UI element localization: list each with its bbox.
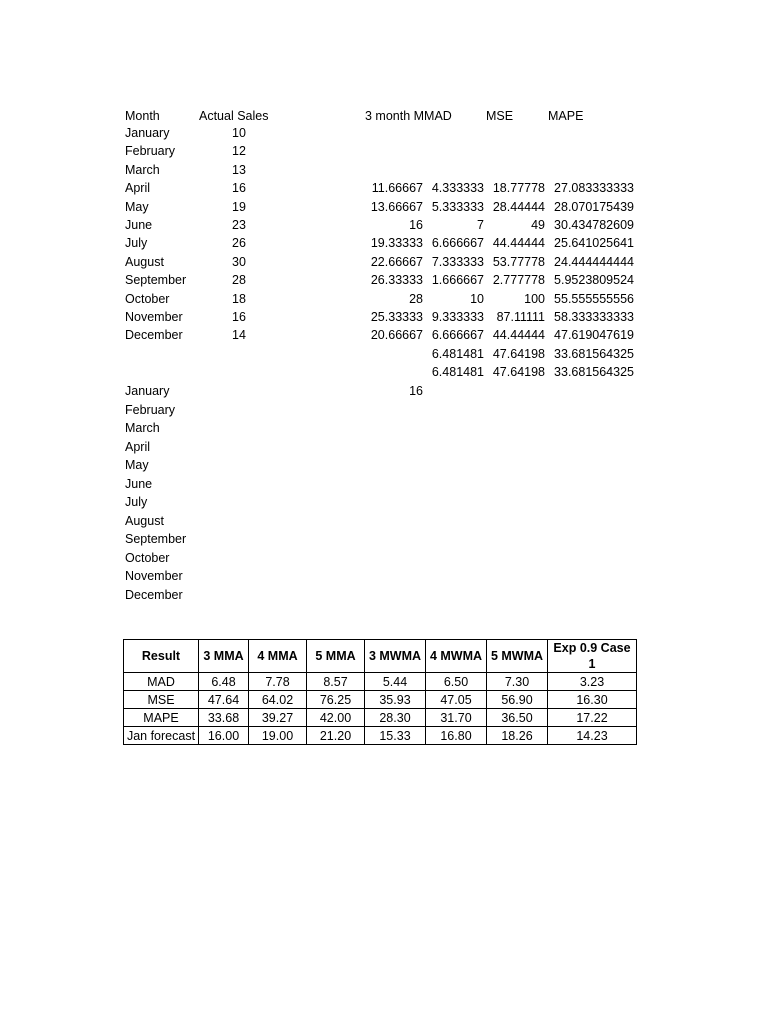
- month-label: February: [125, 144, 176, 159]
- month-label: November: [125, 310, 183, 324]
- mape-value: 25.641025641: [554, 236, 634, 251]
- month-label-2: August: [125, 513, 164, 528]
- mape-value: 30.434782609: [554, 218, 634, 232]
- month-header: Month: [125, 109, 160, 123]
- month-label-2: September: [125, 532, 187, 546]
- sales-value: 23: [232, 218, 246, 232]
- avg-mad-value: 6.481481: [431, 365, 484, 380]
- summary-row-mad: [124, 673, 637, 691]
- avg-mape-value: 33.681564325: [554, 346, 634, 361]
- ma3-value: 22.66667: [370, 254, 423, 269]
- summary-cell: Jan forecast: [124, 727, 199, 745]
- summary-row-mape: [124, 709, 637, 727]
- summary-header-cell: 4 MMA: [249, 640, 307, 673]
- sales-value: 26: [232, 236, 246, 251]
- month-label: May: [125, 199, 149, 214]
- month-label-2: January: [125, 384, 170, 398]
- summary-cell: MAPE: [124, 709, 199, 727]
- summary-cell: 17.22: [548, 709, 637, 727]
- ma3-value: 11.66667: [371, 181, 423, 196]
- ma3-value: 16: [409, 218, 423, 232]
- mad-value: 6.666667: [431, 328, 484, 343]
- month-label: March: [125, 162, 160, 177]
- sales-value: 18: [232, 291, 246, 306]
- summary-cell: 16.00: [199, 727, 249, 745]
- next-forecast-value: 16: [409, 384, 423, 398]
- sales-value: 30: [232, 254, 246, 269]
- summary-cell: 5.44: [365, 673, 426, 691]
- mse-value: 28.44444: [492, 199, 545, 214]
- summary-cell: 16.80: [426, 727, 487, 745]
- sales-value: 14: [232, 328, 246, 343]
- month-label: July: [125, 236, 148, 251]
- mad-value: 7.333333: [431, 254, 484, 269]
- summary-header-cell: 3 MWMA: [365, 640, 426, 673]
- sales-value: 13: [232, 162, 246, 177]
- month-label-2: November: [125, 569, 183, 583]
- sales-value: 12: [232, 144, 246, 159]
- ma3-value: 28: [409, 291, 423, 306]
- summary-header-cell: 3 MMA: [199, 640, 249, 673]
- mad-value: 4.333333: [431, 181, 484, 196]
- month-label: April: [125, 181, 151, 196]
- summary-cell: 8.57: [307, 673, 365, 691]
- ma3-value: 26.33333: [370, 273, 423, 288]
- month-label-2: March: [125, 421, 160, 435]
- summary-cell: 3.23: [548, 673, 637, 691]
- summary-cell: 35.93: [365, 691, 426, 709]
- summary-row-jan-forecast: [124, 727, 637, 745]
- summary-cell: 7.78: [249, 673, 307, 691]
- summary-cell: 56.90: [487, 691, 548, 709]
- month-label: September: [125, 273, 187, 288]
- mape-header: MAPE: [548, 109, 584, 123]
- summary-header-row: [124, 640, 637, 673]
- mse-value: 44.44444: [492, 236, 545, 251]
- mse-value: 53.77778: [492, 254, 545, 269]
- ma3-value: 20.66667: [370, 328, 423, 343]
- month-label-2: July: [125, 495, 148, 509]
- summary-cell: 16.30: [548, 691, 637, 709]
- mad-value: 7: [477, 218, 484, 232]
- mse-value: 18.77778: [492, 181, 545, 196]
- ma3-value: 25.33333: [370, 310, 423, 324]
- summary-cell: 47.05: [426, 691, 487, 709]
- mape-value: 24.444444444: [554, 254, 634, 269]
- summary-cell: 39.27: [249, 709, 307, 727]
- summary-cell: 6.50: [426, 673, 487, 691]
- avg-mad-value: 6.481481: [431, 346, 484, 361]
- avg-mse-value: 47.64198: [492, 346, 545, 361]
- ma3-value: 13.66667: [370, 199, 423, 214]
- month-label-2: October: [125, 550, 170, 565]
- month-label-2: February: [125, 402, 176, 417]
- mse-value: 49: [531, 218, 545, 232]
- summary-cell: 36.50: [487, 709, 548, 727]
- summary-cell: 21.20: [307, 727, 365, 745]
- mape-value: 47.619047619: [554, 328, 634, 343]
- mape-value: 27.083333333: [554, 181, 634, 196]
- month-label-2: April: [125, 439, 151, 454]
- summary-header-cell: Exp 0.9 Case 1: [548, 640, 637, 673]
- sales-value: 10: [232, 126, 246, 140]
- avg-mse-value: 47.64198: [492, 365, 545, 380]
- mse-value: 100: [524, 291, 545, 306]
- summary-cell: 14.23: [548, 727, 637, 745]
- ma3-header: 3 month MMAD: [365, 109, 452, 123]
- ma3-value: 19.33333: [370, 236, 423, 251]
- mad-value: 9.333333: [431, 310, 484, 324]
- month-label: January: [125, 126, 170, 140]
- month-label: August: [125, 254, 164, 269]
- summary-header-cell: 5 MWMA: [487, 640, 548, 673]
- summary-cell: 76.25: [307, 691, 365, 709]
- summary-cell: 42.00: [307, 709, 365, 727]
- summary-table: [123, 639, 637, 745]
- avg-mape-value: 33.681564325: [554, 365, 634, 380]
- summary-cell: MAD: [124, 673, 199, 691]
- mad-value: 6.666667: [431, 236, 484, 251]
- mape-value: 58.333333333: [554, 310, 634, 324]
- summary-row-mse: [124, 691, 637, 709]
- mape-value: 5.9523809524: [554, 273, 634, 288]
- mape-value: 55.555555556: [554, 291, 634, 306]
- summary-header-cell: Result: [124, 640, 199, 673]
- summary-cell: 7.30: [487, 673, 548, 691]
- sales-value: 28: [232, 273, 246, 288]
- sales-value: 16: [232, 310, 246, 324]
- sales-value: 16: [232, 181, 246, 196]
- summary-cell: 47.64: [199, 691, 249, 709]
- mad-value: 1.666667: [431, 273, 484, 288]
- mape-value: 28.070175439: [554, 199, 634, 214]
- mse-header: MSE: [486, 109, 514, 123]
- summary-cell: 33.68: [199, 709, 249, 727]
- summary-cell: 28.30: [365, 709, 426, 727]
- month-label: December: [125, 328, 183, 343]
- summary-cell: 64.02: [249, 691, 307, 709]
- summary-cell: 6.48: [199, 673, 249, 691]
- month-label-2: May: [125, 458, 149, 472]
- month-label-2: June: [125, 476, 153, 491]
- month-label: June: [125, 218, 153, 232]
- summary-cell: 19.00: [249, 727, 307, 745]
- mad-value: 5.333333: [431, 199, 484, 214]
- mse-value: 2.777778: [492, 273, 545, 288]
- month-label-2: December: [125, 587, 183, 602]
- summary-cell: 31.70: [426, 709, 487, 727]
- mse-value: 44.44444: [492, 328, 545, 343]
- month-label: October: [125, 291, 170, 306]
- summary-cell: 18.26: [487, 727, 548, 745]
- summary-cell: MSE: [124, 691, 199, 709]
- mse-value: 87.11111: [496, 310, 545, 324]
- actual-sales-header: Actual Sales: [199, 109, 269, 123]
- summary-header-cell: 5 MMA: [307, 640, 365, 673]
- summary-cell: 15.33: [365, 727, 426, 745]
- summary-header-cell: 4 MWMA: [426, 640, 487, 673]
- mad-value: 10: [470, 291, 484, 306]
- sales-value: 19: [232, 199, 246, 214]
